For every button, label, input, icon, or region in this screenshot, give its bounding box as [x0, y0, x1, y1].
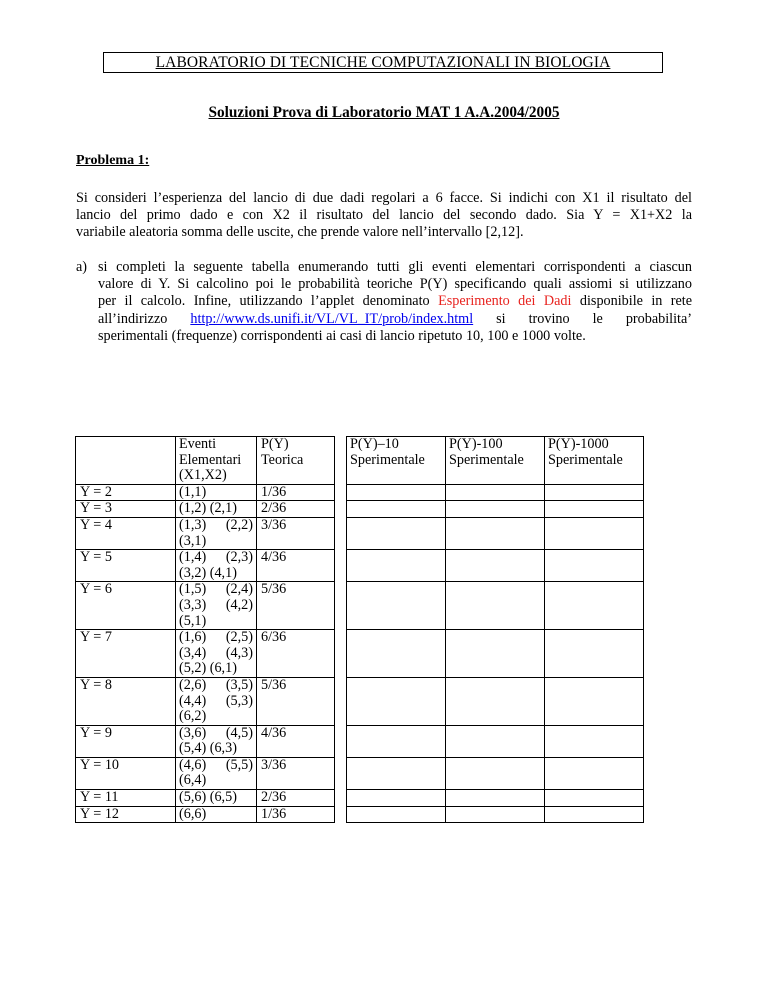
- exp100-cell[interactable]: [446, 725, 545, 757]
- exp1000-cell[interactable]: [545, 517, 644, 549]
- event-line: (6,2): [179, 708, 207, 725]
- table-gap: [335, 550, 347, 582]
- table-gap: [335, 517, 347, 549]
- event-line: [179, 598, 253, 614]
- exp100-cell[interactable]: [446, 517, 545, 549]
- exp10-cell[interactable]: [347, 677, 446, 725]
- event-pair: (3,4): [179, 644, 207, 661]
- intro-line: Si consideri l’esperienza del lancio di due dadi regolari a 6 facce. Si indichi con X1 il risultato del: [76, 190, 692, 206]
- events-cell: [176, 484, 257, 501]
- table-row: [76, 630, 644, 678]
- table-gap: [335, 630, 347, 678]
- exp10-cell[interactable]: [347, 757, 446, 789]
- theoretical-probability-cell: 2/36: [257, 790, 335, 807]
- event-line: [179, 518, 253, 534]
- table-row: [76, 790, 644, 807]
- header-cell-y: [76, 437, 176, 485]
- event-pair: (1,4): [179, 549, 207, 566]
- exp1000-cell[interactable]: [545, 550, 644, 582]
- table-row: [76, 517, 644, 549]
- event-pair: (4,6): [179, 756, 207, 773]
- table-gap: [335, 806, 347, 823]
- events-cell: [176, 582, 257, 630]
- event-pair: (1,6): [179, 629, 207, 646]
- event-pair: (5,3): [225, 692, 253, 709]
- event-line: (6,6): [179, 805, 207, 822]
- table-row: [76, 501, 644, 518]
- header-text: P(Y)–10: [350, 436, 399, 452]
- event-pair: (1,5): [179, 581, 207, 598]
- event-pair: (3,5): [225, 676, 253, 693]
- table-gap: [335, 677, 347, 725]
- question-body: [98, 259, 692, 345]
- y-value-cell: Y = 7: [76, 630, 176, 678]
- exp10-cell[interactable]: [347, 582, 446, 630]
- exp100-cell[interactable]: [446, 677, 545, 725]
- events-cell: [176, 790, 257, 807]
- theoretical-probability-cell: 1/36: [257, 806, 335, 823]
- header-cell-exp100: [446, 437, 545, 485]
- y-value-cell: Y = 8: [76, 677, 176, 725]
- events-cell: [176, 677, 257, 725]
- table-gap: [335, 484, 347, 501]
- event-pair: (2,2): [225, 516, 253, 533]
- event-pair: (2,6): [179, 676, 207, 693]
- event-pair: (4,3): [225, 644, 253, 661]
- y-value-cell: Y = 9: [76, 725, 176, 757]
- exp100-cell[interactable]: [446, 550, 545, 582]
- event-pair: (2,3): [225, 549, 253, 566]
- event-pair: (4,2): [225, 596, 253, 613]
- question-line: [98, 311, 692, 328]
- problem-heading: Problema 1:: [76, 153, 150, 168]
- table-gap: [335, 582, 347, 630]
- theoretical-probability-cell: 5/36: [257, 582, 335, 630]
- exp1000-cell[interactable]: [545, 677, 644, 725]
- question-text: disponibile in rete: [579, 293, 693, 310]
- theoretical-probability-cell: 4/36: [257, 550, 335, 582]
- exp10-cell[interactable]: [347, 725, 446, 757]
- table-gap: [335, 437, 347, 485]
- table-gap: [335, 790, 347, 807]
- event-line: (1,2) (2,1): [179, 500, 237, 517]
- table-row: [76, 725, 644, 757]
- event-pair: (3,6): [179, 724, 207, 741]
- exp100-cell[interactable]: [446, 790, 545, 807]
- y-value-cell: Y = 4: [76, 517, 176, 549]
- exp100-cell[interactable]: [446, 501, 545, 518]
- event-line: [179, 694, 253, 710]
- header-text: Sperimentale: [548, 451, 623, 468]
- table-header-row: [76, 437, 644, 485]
- event-pair: (3,3): [179, 596, 207, 613]
- header-text: Sperimentale: [449, 451, 524, 468]
- exp10-cell[interactable]: [347, 550, 446, 582]
- exp10-cell[interactable]: [347, 517, 446, 549]
- exp1000-cell[interactable]: [545, 630, 644, 678]
- event-line: (3,1): [179, 532, 207, 549]
- theoretical-probability-cell: 3/36: [257, 757, 335, 789]
- events-cell: [176, 550, 257, 582]
- exp10-cell[interactable]: [347, 484, 446, 501]
- event-line: [179, 630, 253, 646]
- header-cell-exp1000: [545, 437, 644, 485]
- header-text: Elementari: [179, 451, 242, 468]
- question-text: si trovino le probabilita’: [496, 310, 693, 327]
- page-title: [103, 52, 663, 73]
- question-line: si completi la seguente tabella enumerando tutti gli eventi elementari corrispondenti a ciascun: [98, 259, 692, 275]
- header-text: (X1,X2): [179, 467, 227, 484]
- header-cell-theoretical: P(Y) Teorica: [257, 437, 335, 485]
- exp1000-cell[interactable]: [545, 790, 644, 807]
- exp1000-cell[interactable]: [545, 725, 644, 757]
- intro-line: variabile aleatoria somma delle uscite, che prende valore nell’intervallo [2,12].: [76, 224, 524, 241]
- event-line: (5,1): [179, 612, 207, 629]
- y-value-cell: Y = 12: [76, 806, 176, 823]
- theoretical-probability-cell: 1/36: [257, 484, 335, 501]
- table-row: [76, 582, 644, 630]
- event-pair: (2,5): [225, 629, 253, 646]
- table-gap: [335, 725, 347, 757]
- header-cell-events: [176, 437, 257, 485]
- exp1000-cell[interactable]: [545, 582, 644, 630]
- exp100-cell[interactable]: [446, 484, 545, 501]
- header-text: P(Y)-1000: [548, 436, 609, 452]
- table-row: [76, 757, 644, 789]
- theoretical-probability-cell: 4/36: [257, 725, 335, 757]
- events-cell: [176, 806, 257, 823]
- event-line: (3,2) (4,1): [179, 564, 237, 581]
- header-text: Sperimentale: [350, 451, 425, 468]
- event-line: [179, 550, 253, 566]
- exp10-cell[interactable]: [347, 630, 446, 678]
- events-cell: [176, 501, 257, 518]
- y-value-cell: Y = 3: [76, 501, 176, 518]
- exp1000-cell[interactable]: [545, 757, 644, 789]
- event-pair: (1,3): [179, 516, 207, 533]
- problem-intro: [76, 190, 692, 242]
- event-pair: (4,5): [225, 724, 253, 741]
- theoretical-probability-cell: 3/36: [257, 517, 335, 549]
- theoretical-probability-cell: 5/36: [257, 677, 335, 725]
- applet-url-link[interactable]: http://www.ds.unifi.it/VL/VL_IT/prob/index.html: [190, 310, 474, 327]
- question-line: [98, 293, 692, 310]
- exp10-cell[interactable]: [347, 501, 446, 518]
- y-value-cell: Y = 6: [76, 582, 176, 630]
- theoretical-probability-cell: 6/36: [257, 630, 335, 678]
- exp1000-cell[interactable]: [545, 806, 644, 823]
- table-row: [76, 806, 644, 823]
- question-text: all’indirizzo: [98, 310, 168, 327]
- y-value-cell: Y = 10: [76, 757, 176, 789]
- y-value-cell: Y = 5: [76, 550, 176, 582]
- table-row: [76, 550, 644, 582]
- table-row: [76, 677, 644, 725]
- exp100-cell[interactable]: [446, 630, 545, 678]
- page-subtitle: Soluzioni Prova di Laboratorio MAT 1 A.A.2004/2005: [208, 104, 560, 121]
- event-line: (5,2) (6,1): [179, 660, 237, 677]
- event-line: [179, 582, 253, 598]
- header-cell-exp10: [347, 437, 446, 485]
- exp100-cell[interactable]: [446, 582, 545, 630]
- event-line: (5,6) (6,5): [179, 789, 237, 806]
- event-pair: (2,4): [225, 581, 253, 598]
- header-text: Eventi: [179, 436, 217, 452]
- events-cell: [176, 517, 257, 549]
- event-line: (6,4): [179, 772, 207, 789]
- event-line: (5,4) (6,3): [179, 740, 237, 757]
- events-cell: [176, 757, 257, 789]
- exp10-cell[interactable]: [347, 806, 446, 823]
- exp100-cell[interactable]: [446, 757, 545, 789]
- page-title-text: LABORATORIO DI TECNICHE COMPUTAZIONALI IN BIOLOGIA: [155, 54, 611, 71]
- event-pair: (4,4): [179, 692, 207, 709]
- question-marker: a): [76, 259, 88, 275]
- y-value-cell: Y = 2: [76, 484, 176, 501]
- table-gap: [335, 501, 347, 518]
- table-row: [76, 484, 644, 501]
- probability-table: [75, 436, 644, 823]
- event-line: [179, 758, 253, 774]
- question-line: valore di Y. Si calcolino poi le probabilità teoriche P(Y) specificando quali assiomi si utilizzano: [98, 276, 692, 293]
- exp1000-cell[interactable]: [545, 484, 644, 501]
- intro-line: lancio del primo dado e con X2 il risultato del lancio del secondo dado. Sia Y = X1+X2 la: [76, 207, 692, 224]
- events-cell: [176, 725, 257, 757]
- y-value-cell: Y = 11: [76, 790, 176, 807]
- event-line: (1,1): [179, 483, 207, 500]
- exp10-cell[interactable]: [347, 790, 446, 807]
- event-line: [179, 678, 253, 694]
- event-pair: (5,5): [225, 756, 253, 773]
- header-text: P(Y)-100: [449, 436, 503, 452]
- exp100-cell[interactable]: [446, 806, 545, 823]
- theoretical-probability-cell: 2/36: [257, 501, 335, 518]
- question-line: sperimentali (frequenze) corrispondenti ai casi di lancio ripetuto 10, 100 e 1000 volte.: [98, 327, 586, 344]
- applet-name: Esperimento dei Dadi: [438, 293, 572, 310]
- events-cell: [176, 630, 257, 678]
- event-line: [179, 726, 253, 742]
- event-line: [179, 646, 253, 662]
- question-text: per il calcolo. Infine, utilizzando l’applet denominato: [98, 293, 430, 310]
- table-gap: [335, 757, 347, 789]
- exp1000-cell[interactable]: [545, 501, 644, 518]
